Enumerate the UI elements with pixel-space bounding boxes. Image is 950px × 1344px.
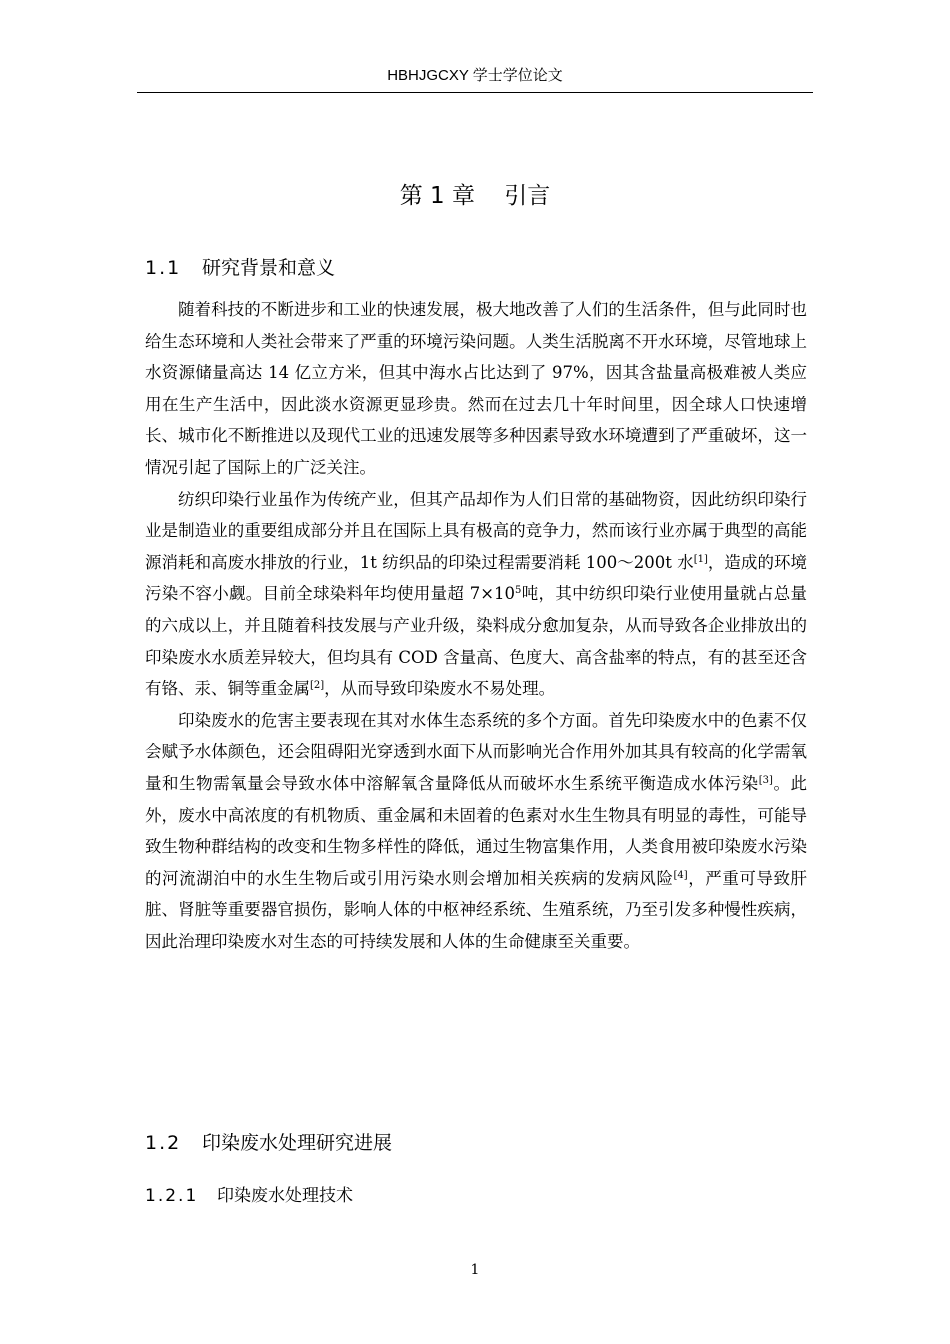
chapter-title: 第 1 章 引言	[399, 183, 551, 209]
text-run: ，造成的环境污染不容小觑。目前全球染料年均使用量超 7×10	[145, 552, 807, 604]
text-run: ，从而导致印染废水不易处理。	[324, 679, 556, 699]
citation-ref: [4]	[673, 869, 688, 881]
citation-ref: [1]	[693, 553, 708, 565]
section-title: 研究背景和意义	[202, 257, 336, 279]
subsection-title: 印染废水处理技术	[217, 1186, 353, 1206]
citation-ref: [3]	[758, 774, 773, 786]
running-header: HBHJGCXY 学士学位论文	[387, 67, 563, 84]
header-rule	[137, 92, 813, 93]
section-number: 1.1	[145, 257, 182, 279]
exponent: 5	[515, 585, 522, 597]
paragraph-2	[145, 484, 807, 705]
section-heading-1-1	[145, 254, 335, 282]
citation-ref: [2]	[310, 680, 325, 692]
paragraph-3	[145, 705, 807, 958]
text-run: 印染废水的危害主要表现在其对水体生态系统的多个方面。首先印染废水中的色素不仅会赋予水体颜色，还会阻碍阳光穿透到水面下从而影响光合作用外加其具有较高的化学需氧量和生物需氧量会导致水体中溶解氧含量降低从而破坏水生系统平衡造成水体污染	[145, 710, 807, 793]
subsection-number: 1.2.1	[145, 1186, 199, 1206]
page-number: 1	[470, 1262, 480, 1278]
section-number: 1.2	[145, 1132, 182, 1154]
text-run: 纺织印染行业虽作为传统产业，但其产品却作为人们日常的基础物资，因此纺织印染行业是制造业的重要组成部分并且在国际上具有极高的竞争力，然而该行业亦属于典型的高能源消耗和高废水排放的行业，1t 纺织品的印染过程需要消耗 100～200t 水	[145, 489, 807, 572]
paragraph-1: 随着科技的不断进步和工业的快速发展，极大地改善了人们的生活条件，但与此同时也给生态环境和人类社会带来了严重的环境污染问题。人类生活脱离不开水环境，尽管地球上水资源储量高达 14 亿立方米，但其中海水占比达到了 97%，因其含盐量高极难被人类应用在生产生活中，因此淡水资源更显珍贵。然而在过去几十年时间里，因全球人口快速增长、城市化不断推进以及现代工业的迅速发展等多种因素导致水环境遭到了严重破坏，这一情况引起了国际上的广泛关注。	[145, 300, 807, 477]
text-run: 。此外，废水中高浓度的有机物质、重金属和未固着的色素对水生生物具有明显的毒性，可能导致生物种群结构的改变和生物多样性的降低，通过生物富集作用，人类食用被印染废水污染的河流湖泊中的水生生物后或引用污染水则会增加相关疾病的发病风险	[145, 773, 808, 888]
text-run: ，严重可导致肝脏、肾脏等重要器官损伤，影响人体的中枢神经系统、生殖系统，乃至引发多种慢性疾病，因此治理印染废水对生态的可持续发展和人体的生命健康至关重要。	[145, 868, 808, 951]
subsection-heading-1-2-1	[145, 1183, 353, 1209]
section-heading-1-2	[145, 1129, 392, 1157]
text-run: 吨，其中纺织印染行业使用量就占总量的六成以上，并且随着科技发展与产业升级，染料成分愈加复杂，从而导致各企业排放出的印染废水水质差异较大，但均具有 COD 含量高、色度大、高含盐率的特点，有的甚至还含有铬、汞、铜等重金属	[145, 584, 807, 699]
body-text	[145, 294, 807, 957]
section-title: 印染废水处理研究进展	[202, 1132, 393, 1154]
